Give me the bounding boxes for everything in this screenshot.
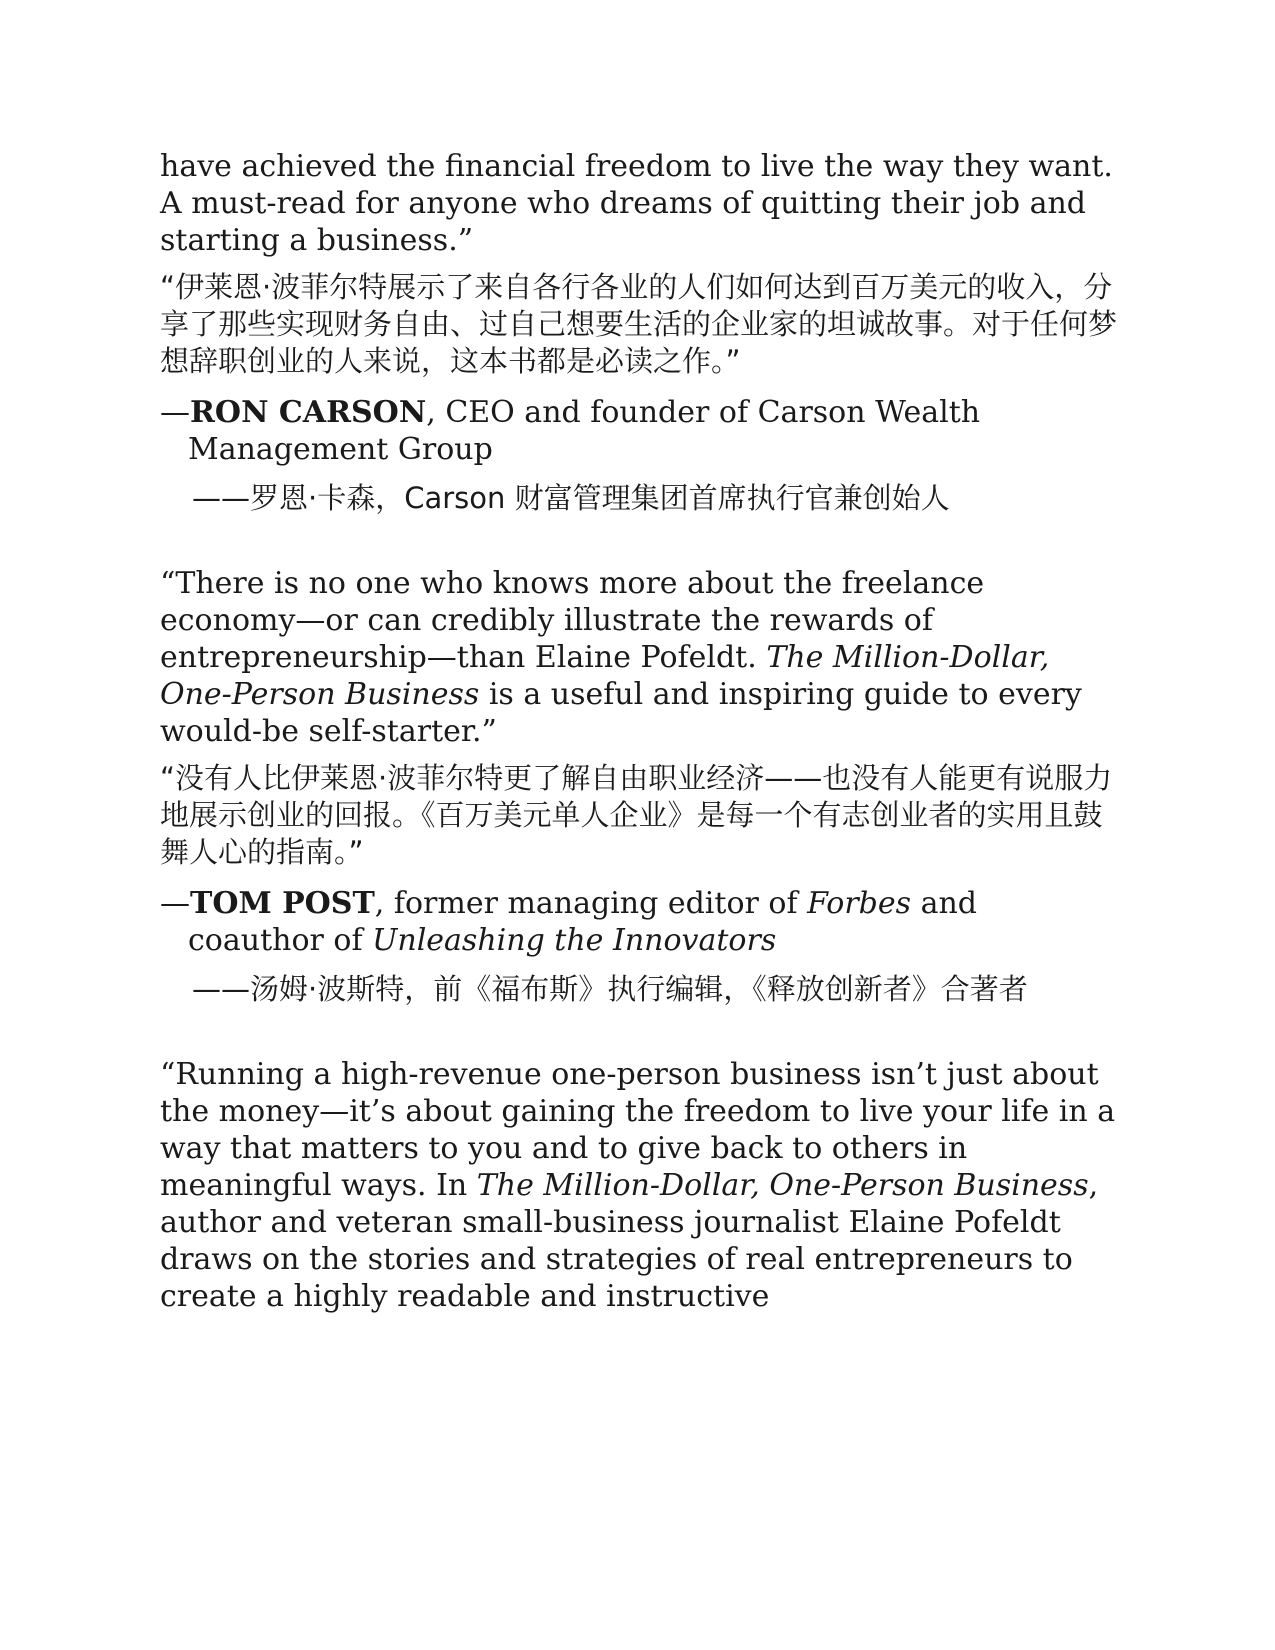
endorser-name: RON CARSON: [190, 395, 427, 430]
publication-title: Forbes: [807, 886, 912, 921]
attribution-dash: —: [160, 395, 190, 430]
endorsement-2-english: [160, 565, 1120, 750]
section-gap: [160, 517, 1120, 565]
coauthored-book-title: Unleashing the Innovators: [372, 923, 777, 958]
endorser-name: TOM POST: [190, 886, 375, 921]
endorsement-2-attribution: [160, 885, 1120, 959]
section-gap: [160, 1008, 1120, 1056]
endorser-title: and coauthor of: [188, 886, 977, 958]
endorsement-1-english: have achieved the financial freedom to live the way they want. A must-read for anyone who dreams of quitting their job and starting a business.”: [160, 149, 1113, 258]
endorsement-text: “There is no one who knows more about the freelance economy—or can credibly illustrate the rewards of entrepreneurship—than Elaine Pofeldt.: [160, 566, 985, 675]
book-title: The Million-Dollar, One-Person Business: [476, 1168, 1089, 1203]
endorsement-1-chinese: “伊莱恩·波菲尔特展示了来自各行各业的人们如何达到百万美元的收入，分享了那些实现财务自由、过自己想要生活的企业家的坦诚故事。对于任何梦想辞职创业的人来说，这本书都是必读之作。”: [160, 270, 1118, 378]
endorsement-2-chinese: “没有人比伊莱恩·波菲尔特更了解自由职业经济——也没有人能更有说服力地展示创业的回报。《百万美元单人企业》是每一个有志创业者的实用且鼓舞人心的指南。”: [160, 761, 1113, 869]
attribution-dash: —: [160, 886, 190, 921]
page-content: [160, 148, 1120, 1315]
endorsement-1-attribution-chinese: ——罗恩·卡森，Carson 财富管理集团首席执行官兼创始人: [192, 481, 950, 515]
endorsement-3-english: [160, 1056, 1120, 1315]
endorsement-2-attribution-chinese: ——汤姆·波斯特，前《福布斯》执行编辑，《释放创新者》合著者: [192, 972, 1028, 1006]
book-title: The Million-Dollar, One-Person Business: [160, 640, 1050, 712]
endorsement-text: , author and veteran small-business journalist Elaine Pofeldt draws on the stories and strategies of real entrepreneurs to create a highly readable and instructive: [160, 1168, 1099, 1314]
endorser-title: , former managing editor of: [374, 886, 808, 921]
endorsement-text: is a useful and inspiring guide to every would-be self-starter.”: [160, 677, 1082, 749]
endorser-title: , CEO and founder of Carson Wealth Management Group: [188, 395, 981, 467]
endorsement-text: “Running a high-revenue one-person business isn’t just about the money—it’s about gaining the freedom to live your life in a way that matters to you and to give back to others in meaningful ways. In: [160, 1057, 1116, 1203]
endorsement-1-attribution: [160, 394, 1120, 468]
